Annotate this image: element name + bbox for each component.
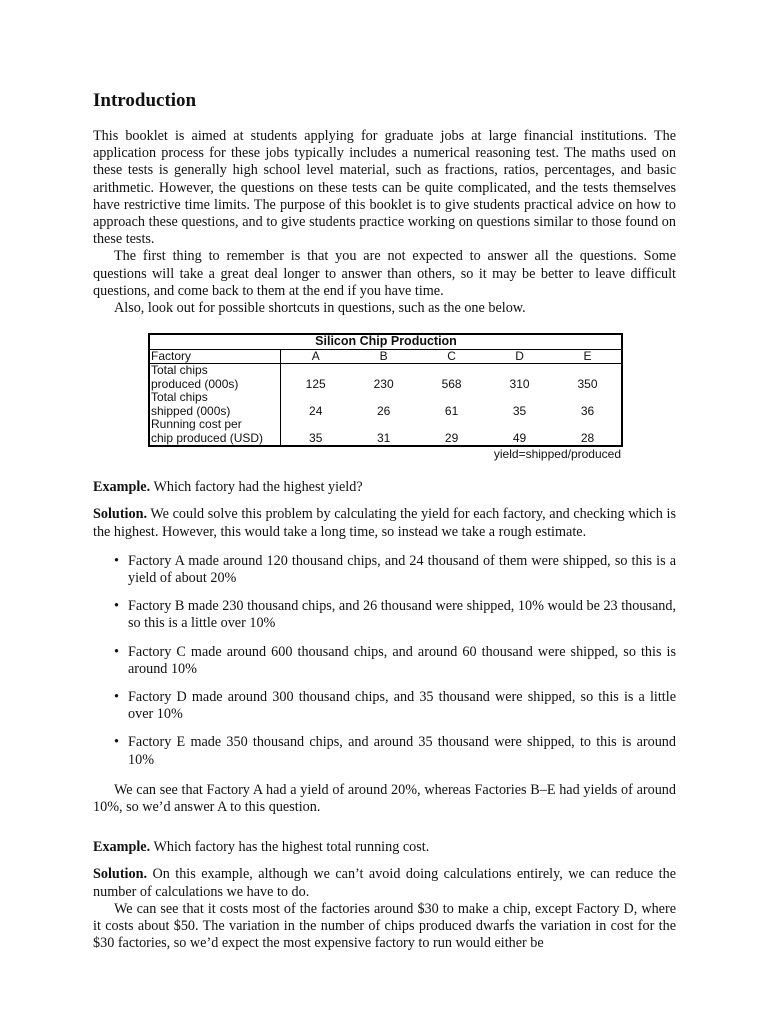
table-row-label <box>149 391 281 418</box>
table-row-label-line: Total chips <box>151 363 208 378</box>
table-row-running-cost <box>149 418 622 446</box>
table-cell: 568 <box>441 376 462 391</box>
example-question-text: Which factory has the highest total running cost. <box>153 839 430 856</box>
table-header-a: A <box>281 349 349 364</box>
table-row-label-line: produced (000s) <box>151 376 239 391</box>
bullet-icon: • <box>114 734 119 751</box>
table-header-c: C <box>417 349 485 364</box>
table-cell: 49 <box>485 418 553 446</box>
solution-label: Solution. <box>93 866 148 883</box>
table-header-row <box>149 349 622 364</box>
table-row-shipped <box>149 391 622 418</box>
bullet-icon: • <box>114 552 119 569</box>
table-cell: 26 <box>376 403 391 418</box>
table-cell: 31 <box>349 418 417 446</box>
table-note: yield=shipped/produced <box>493 447 621 462</box>
silicon-chip-table <box>148 333 623 447</box>
solution-text: We could solve this problem by calculating the yield for each factory, and checking which is the highest. However, this would take a long time, so instead we take a rough estimate. <box>93 506 677 540</box>
table-cell: 350 <box>553 364 622 392</box>
example-1-solution <box>93 506 676 540</box>
example-label: Example. <box>93 839 151 856</box>
list-item-text: Factory B made 230 thousand chips, and 26 thousand were shipped, 10% would be 23 thousand, so this is a little over 10% <box>128 598 676 632</box>
table-row-label-line: chip produced (USD) <box>151 430 264 445</box>
table-cell: 310 <box>509 376 530 391</box>
table-cell: 61 <box>444 403 459 418</box>
table-row-label-line: Total chips <box>151 390 208 405</box>
example-2-question <box>93 839 676 856</box>
list-item-text: Factory D made around 300 thousand chips, and 35 thousand were shipped, so this is a little over 10% <box>128 689 676 723</box>
example-label: Example. <box>93 479 151 496</box>
factory-estimate-list <box>93 553 676 769</box>
table-row-label <box>149 364 281 392</box>
page-content <box>93 90 676 953</box>
table-title: Silicon Chip Production <box>149 334 622 349</box>
list-item <box>93 598 676 632</box>
table-cell: 29 <box>417 418 485 446</box>
bullet-icon: • <box>114 598 119 615</box>
intro-paragraph-3: Also, look out for possible shortcuts in questions, such as the one below. <box>114 300 526 317</box>
list-item <box>93 689 676 723</box>
table-row-label-line: shipped (000s) <box>151 403 231 418</box>
table-row-label <box>149 418 281 446</box>
table-header-e: E <box>553 349 622 364</box>
list-item-text: Factory A made around 120 thousand chips, and 24 thousand of them were shipped, so this is a yield of about 20% <box>128 552 676 587</box>
table-cell: 35 <box>281 418 349 446</box>
table-header-b: B <box>349 349 417 364</box>
intro-paragraph-2: The first thing to remember is that you are not expected to answer all the questions. Some questions will take a great deal longer to answer than others, so it may be better to leave difficult questions, and come back to them at the end if you have time. <box>93 248 676 299</box>
solution-label: Solution. <box>93 506 148 523</box>
table-cell: 28 <box>553 418 622 446</box>
solution-text: On this example, although we can’t avoid doing calculations entirely, we can reduce the number of calculations we have to do. <box>93 866 676 900</box>
table-cell: 230 <box>373 376 394 391</box>
list-item-text: Factory C made around 600 thousand chips, and around 60 thousand were shipped, so this is around 10% <box>128 643 676 677</box>
bullet-icon: • <box>114 643 119 660</box>
list-item <box>93 734 676 768</box>
table-cell: 36 <box>553 391 622 418</box>
table-header-factory: Factory <box>149 349 281 364</box>
example-1-question <box>93 479 676 496</box>
section-heading: Introduction <box>93 90 197 111</box>
table-header-d: D <box>485 349 553 364</box>
table-row-produced <box>149 364 622 392</box>
intro-paragraph-1: This booklet is aimed at students applying for graduate jobs at large financial institutions. The application process for these jobs typically includes a numerical reasoning test. The maths used on these tests is generally high school level material, such as fractions, ratios, percentages, and basic arithmetic. However, the questions on these tests can be quite complicated, and the tests themselves have restrictive time limits. The purpose of this booklet is to give students practical advice on how to approach these questions, and to give students practice working on questions similar to those found on these tests. <box>93 128 676 248</box>
list-item <box>93 644 676 678</box>
list-item-text: Factory E made 350 thousand chips, and around 35 thousand were shipped, to this is around 10% <box>128 734 676 768</box>
table-cell: 125 <box>305 376 326 391</box>
example-question-text: Which factory had the highest yield? <box>153 479 363 496</box>
table-cell: 35 <box>512 403 527 418</box>
example-1-conclusion: We can see that Factory A had a yield of around 20%, whereas Factories B–E had yields of around 10%, so we’d answer A to this question. <box>93 781 676 816</box>
silicon-chip-table-figure <box>148 333 623 461</box>
list-item <box>93 553 676 587</box>
example-2-paragraph: We can see that it costs most of the factories around $30 to make a chip, except Factory D, where it costs about $50. The variation in the number of chips produced dwarfs the variation in cost for the $30 factories, so we’d expect the most expensive factory to run would either be <box>93 900 676 952</box>
bullet-icon: • <box>114 689 119 706</box>
table-cell: 24 <box>309 403 323 418</box>
table-row-label-line: Running cost per <box>151 417 242 432</box>
example-2-solution <box>93 866 676 900</box>
